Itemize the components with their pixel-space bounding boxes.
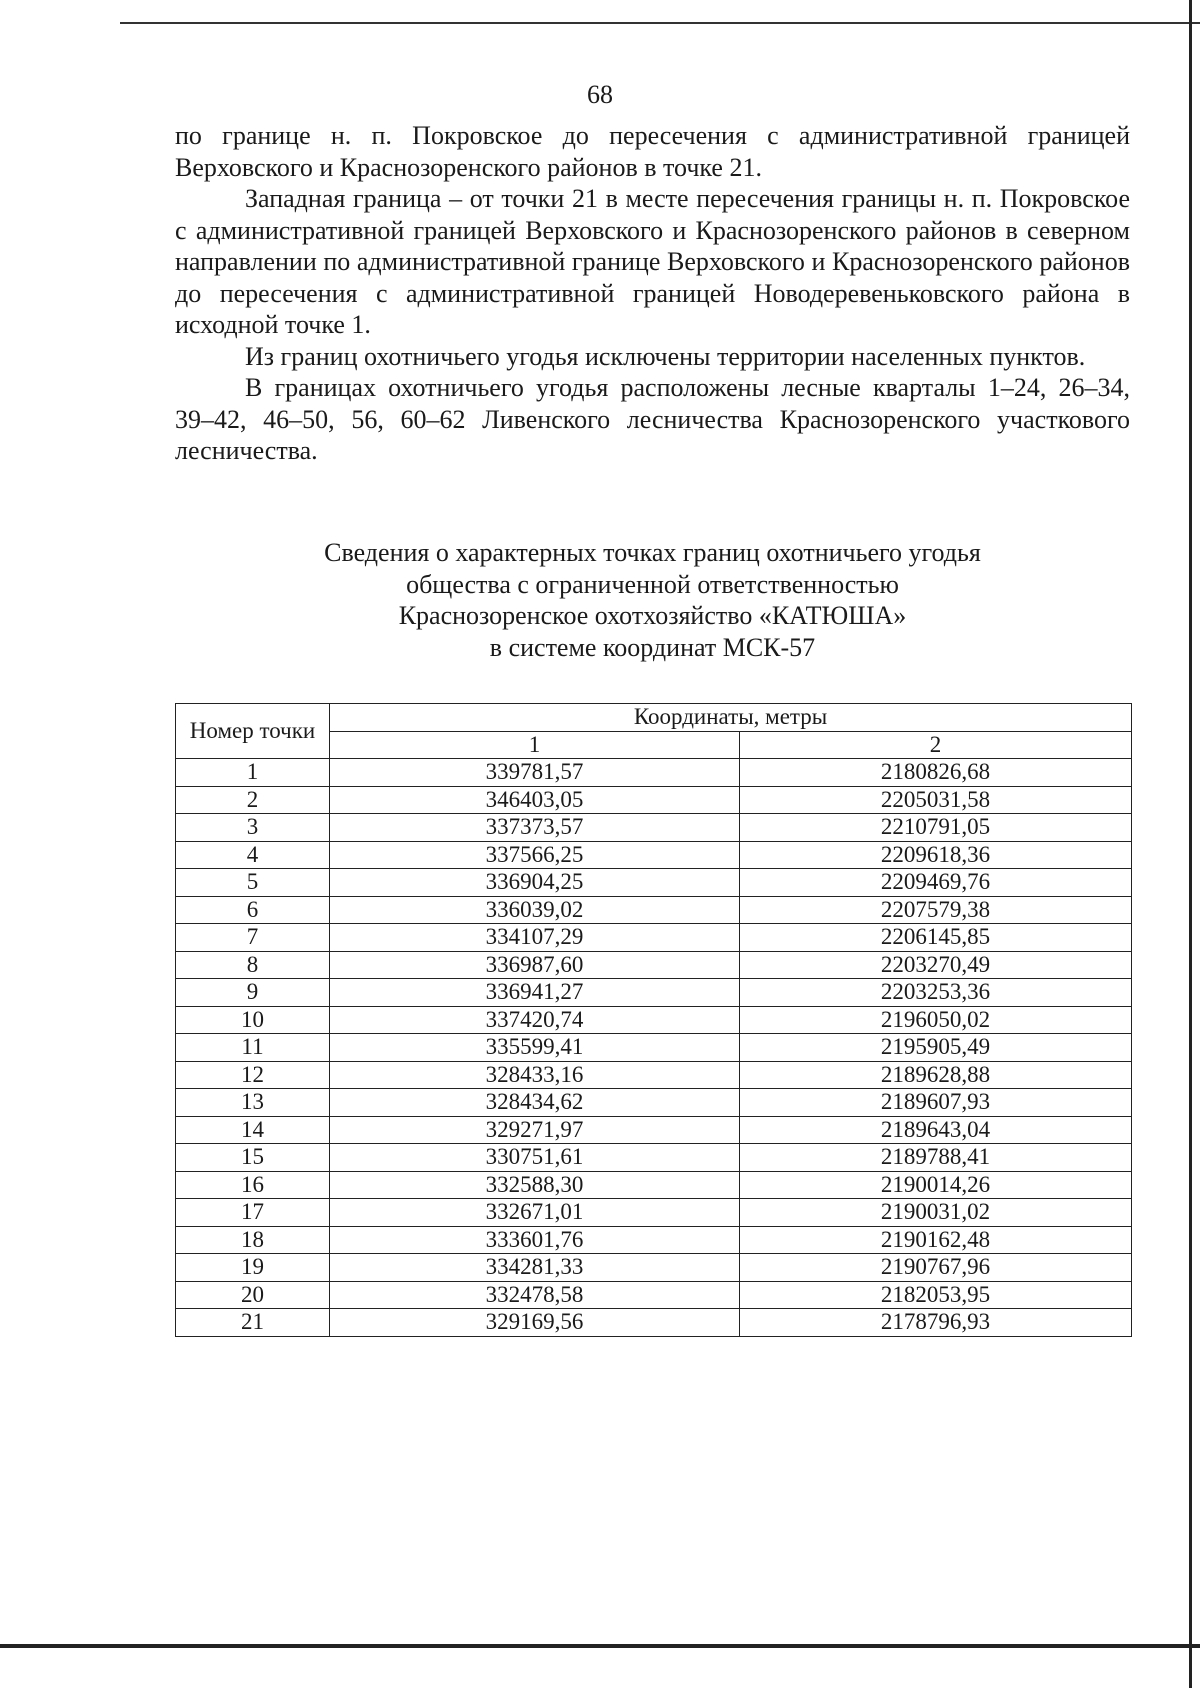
cell-coordinate-2: 2189607,93 bbox=[740, 1089, 1132, 1117]
cell-coordinate-2: 2205031,58 bbox=[740, 786, 1132, 814]
header-coordinates: Координаты, метры bbox=[330, 704, 1132, 732]
cell-coordinate-2: 2190767,96 bbox=[740, 1254, 1132, 1282]
table-row bbox=[176, 1034, 1132, 1062]
cell-point-number: 9 bbox=[176, 979, 330, 1007]
scan-bottom-edge bbox=[0, 1644, 1200, 1648]
cell-point-number: 17 bbox=[176, 1199, 330, 1227]
subheader-col-2: 2 bbox=[740, 731, 1132, 759]
cell-point-number: 16 bbox=[176, 1171, 330, 1199]
table-row bbox=[176, 896, 1132, 924]
cell-coordinate-1: 329169,56 bbox=[330, 1309, 740, 1337]
table-row bbox=[176, 1226, 1132, 1254]
cell-point-number: 21 bbox=[176, 1309, 330, 1337]
cell-point-number: 18 bbox=[176, 1226, 330, 1254]
scan-top-edge bbox=[120, 22, 1200, 24]
cell-coordinate-1: 328433,16 bbox=[330, 1061, 740, 1089]
cell-coordinate-2: 2190014,26 bbox=[740, 1171, 1132, 1199]
table-body bbox=[176, 759, 1132, 1337]
cell-point-number: 7 bbox=[176, 924, 330, 952]
table-title bbox=[175, 537, 1130, 663]
cell-coordinate-1: 339781,57 bbox=[330, 759, 740, 787]
cell-coordinate-1: 332671,01 bbox=[330, 1199, 740, 1227]
cell-coordinate-1: 332588,30 bbox=[330, 1171, 740, 1199]
cell-point-number: 2 bbox=[176, 786, 330, 814]
cell-coordinate-2: 2206145,85 bbox=[740, 924, 1132, 952]
table-title-line: Краснозоренское охотхозяйство «КАТЮША» bbox=[398, 601, 907, 630]
cell-point-number: 4 bbox=[176, 841, 330, 869]
cell-coordinate-2: 2189628,88 bbox=[740, 1061, 1132, 1089]
cell-point-number: 8 bbox=[176, 951, 330, 979]
table-row bbox=[176, 1199, 1132, 1227]
table-row bbox=[176, 1089, 1132, 1117]
cell-coordinate-2: 2178796,93 bbox=[740, 1309, 1132, 1337]
table-row bbox=[176, 979, 1132, 1007]
cell-coordinate-1: 337420,74 bbox=[330, 1006, 740, 1034]
table-row bbox=[176, 1116, 1132, 1144]
table-row bbox=[176, 1171, 1132, 1199]
cell-point-number: 11 bbox=[176, 1034, 330, 1062]
body-text bbox=[175, 120, 1130, 467]
cell-coordinate-2: 2189788,41 bbox=[740, 1144, 1132, 1172]
table-header-row bbox=[176, 704, 1132, 732]
cell-coordinate-1: 346403,05 bbox=[330, 786, 740, 814]
table-row bbox=[176, 1144, 1132, 1172]
table-row bbox=[176, 1309, 1132, 1337]
paragraph-forest-quarters: В границах охотничьего угодья расположены лесные кварталы 1–24, 26–34, 39–42, 46–50, 56, 60–62 Ливенского лесничества Краснозоренского участкового лесничества. bbox=[175, 373, 1130, 465]
table-row bbox=[176, 951, 1132, 979]
cell-coordinate-2: 2196050,02 bbox=[740, 1006, 1132, 1034]
cell-coordinate-1: 336904,25 bbox=[330, 869, 740, 897]
cell-coordinate-1: 329271,97 bbox=[330, 1116, 740, 1144]
cell-coordinate-2: 2195905,49 bbox=[740, 1034, 1132, 1062]
table-row bbox=[176, 1006, 1132, 1034]
cell-coordinate-2: 2182053,95 bbox=[740, 1281, 1132, 1309]
table-row bbox=[176, 1254, 1132, 1282]
cell-coordinate-2: 2207579,38 bbox=[740, 896, 1132, 924]
cell-coordinate-2: 2189643,04 bbox=[740, 1116, 1132, 1144]
cell-coordinate-1: 334107,29 bbox=[330, 924, 740, 952]
paragraph-continuation: по границе н. п. Покровское до пересечения с административной границей Верховского и Краснозоренского районов в точке 21. bbox=[175, 121, 1130, 182]
cell-point-number: 6 bbox=[176, 896, 330, 924]
header-point-number: Номер точки bbox=[176, 704, 330, 759]
cell-point-number: 14 bbox=[176, 1116, 330, 1144]
table-row bbox=[176, 1281, 1132, 1309]
cell-coordinate-1: 328434,62 bbox=[330, 1089, 740, 1117]
cell-coordinate-1: 336039,02 bbox=[330, 896, 740, 924]
cell-coordinate-2: 2180826,68 bbox=[740, 759, 1132, 787]
cell-coordinate-2: 2203253,36 bbox=[740, 979, 1132, 1007]
cell-coordinate-1: 337373,57 bbox=[330, 814, 740, 842]
cell-point-number: 20 bbox=[176, 1281, 330, 1309]
cell-point-number: 10 bbox=[176, 1006, 330, 1034]
cell-coordinate-1: 335599,41 bbox=[330, 1034, 740, 1062]
paragraph-exclusions: Из границ охотничьего угодья исключены территории населенных пунктов. bbox=[245, 341, 1086, 371]
table-row bbox=[176, 759, 1132, 787]
table-row bbox=[176, 786, 1132, 814]
cell-point-number: 1 bbox=[176, 759, 330, 787]
cell-point-number: 15 bbox=[176, 1144, 330, 1172]
cell-coordinate-2: 2209469,76 bbox=[740, 869, 1132, 897]
cell-coordinate-1: 330751,61 bbox=[330, 1144, 740, 1172]
cell-point-number: 3 bbox=[176, 814, 330, 842]
cell-coordinate-2: 2209618,36 bbox=[740, 841, 1132, 869]
subheader-col-1: 1 bbox=[330, 731, 740, 759]
cell-point-number: 19 bbox=[176, 1254, 330, 1282]
cell-coordinate-1: 334281,33 bbox=[330, 1254, 740, 1282]
page-number: 68 bbox=[587, 80, 613, 109]
cell-point-number: 12 bbox=[176, 1061, 330, 1089]
cell-coordinate-2: 2190031,02 bbox=[740, 1199, 1132, 1227]
table-title-line: Сведения о характерных точках границ охотничьего угодья bbox=[324, 538, 981, 567]
table-row bbox=[176, 869, 1132, 897]
cell-coordinate-2: 2190162,48 bbox=[740, 1226, 1132, 1254]
cell-coordinate-1: 336987,60 bbox=[330, 951, 740, 979]
table-row bbox=[176, 841, 1132, 869]
table-title-line: общества с ограниченной ответственностью bbox=[406, 569, 899, 599]
table-row bbox=[176, 814, 1132, 842]
table-row bbox=[176, 1061, 1132, 1089]
cell-coordinate-1: 333601,76 bbox=[330, 1226, 740, 1254]
paragraph-west-border: Западная граница – от точки 21 в месте пересечения границы н. п. Покровское с административной границей Верховского и Краснозоренского районов в северном направлении по административной границе Верховского и Краснозоренского районов до пересечения с административной границей Новодеревеньковского района в исходной точке 1. bbox=[175, 184, 1130, 339]
scan-right-edge bbox=[1189, 0, 1192, 1688]
coordinates-table bbox=[175, 703, 1132, 1337]
cell-coordinate-1: 332478,58 bbox=[330, 1281, 740, 1309]
table-row bbox=[176, 924, 1132, 952]
cell-coordinate-2: 2203270,49 bbox=[740, 951, 1132, 979]
cell-coordinate-1: 337566,25 bbox=[330, 841, 740, 869]
cell-coordinate-2: 2210791,05 bbox=[740, 814, 1132, 842]
cell-point-number: 5 bbox=[176, 869, 330, 897]
cell-coordinate-1: 336941,27 bbox=[330, 979, 740, 1007]
cell-point-number: 13 bbox=[176, 1089, 330, 1117]
table-title-line: в системе координат МСК-57 bbox=[489, 632, 816, 662]
